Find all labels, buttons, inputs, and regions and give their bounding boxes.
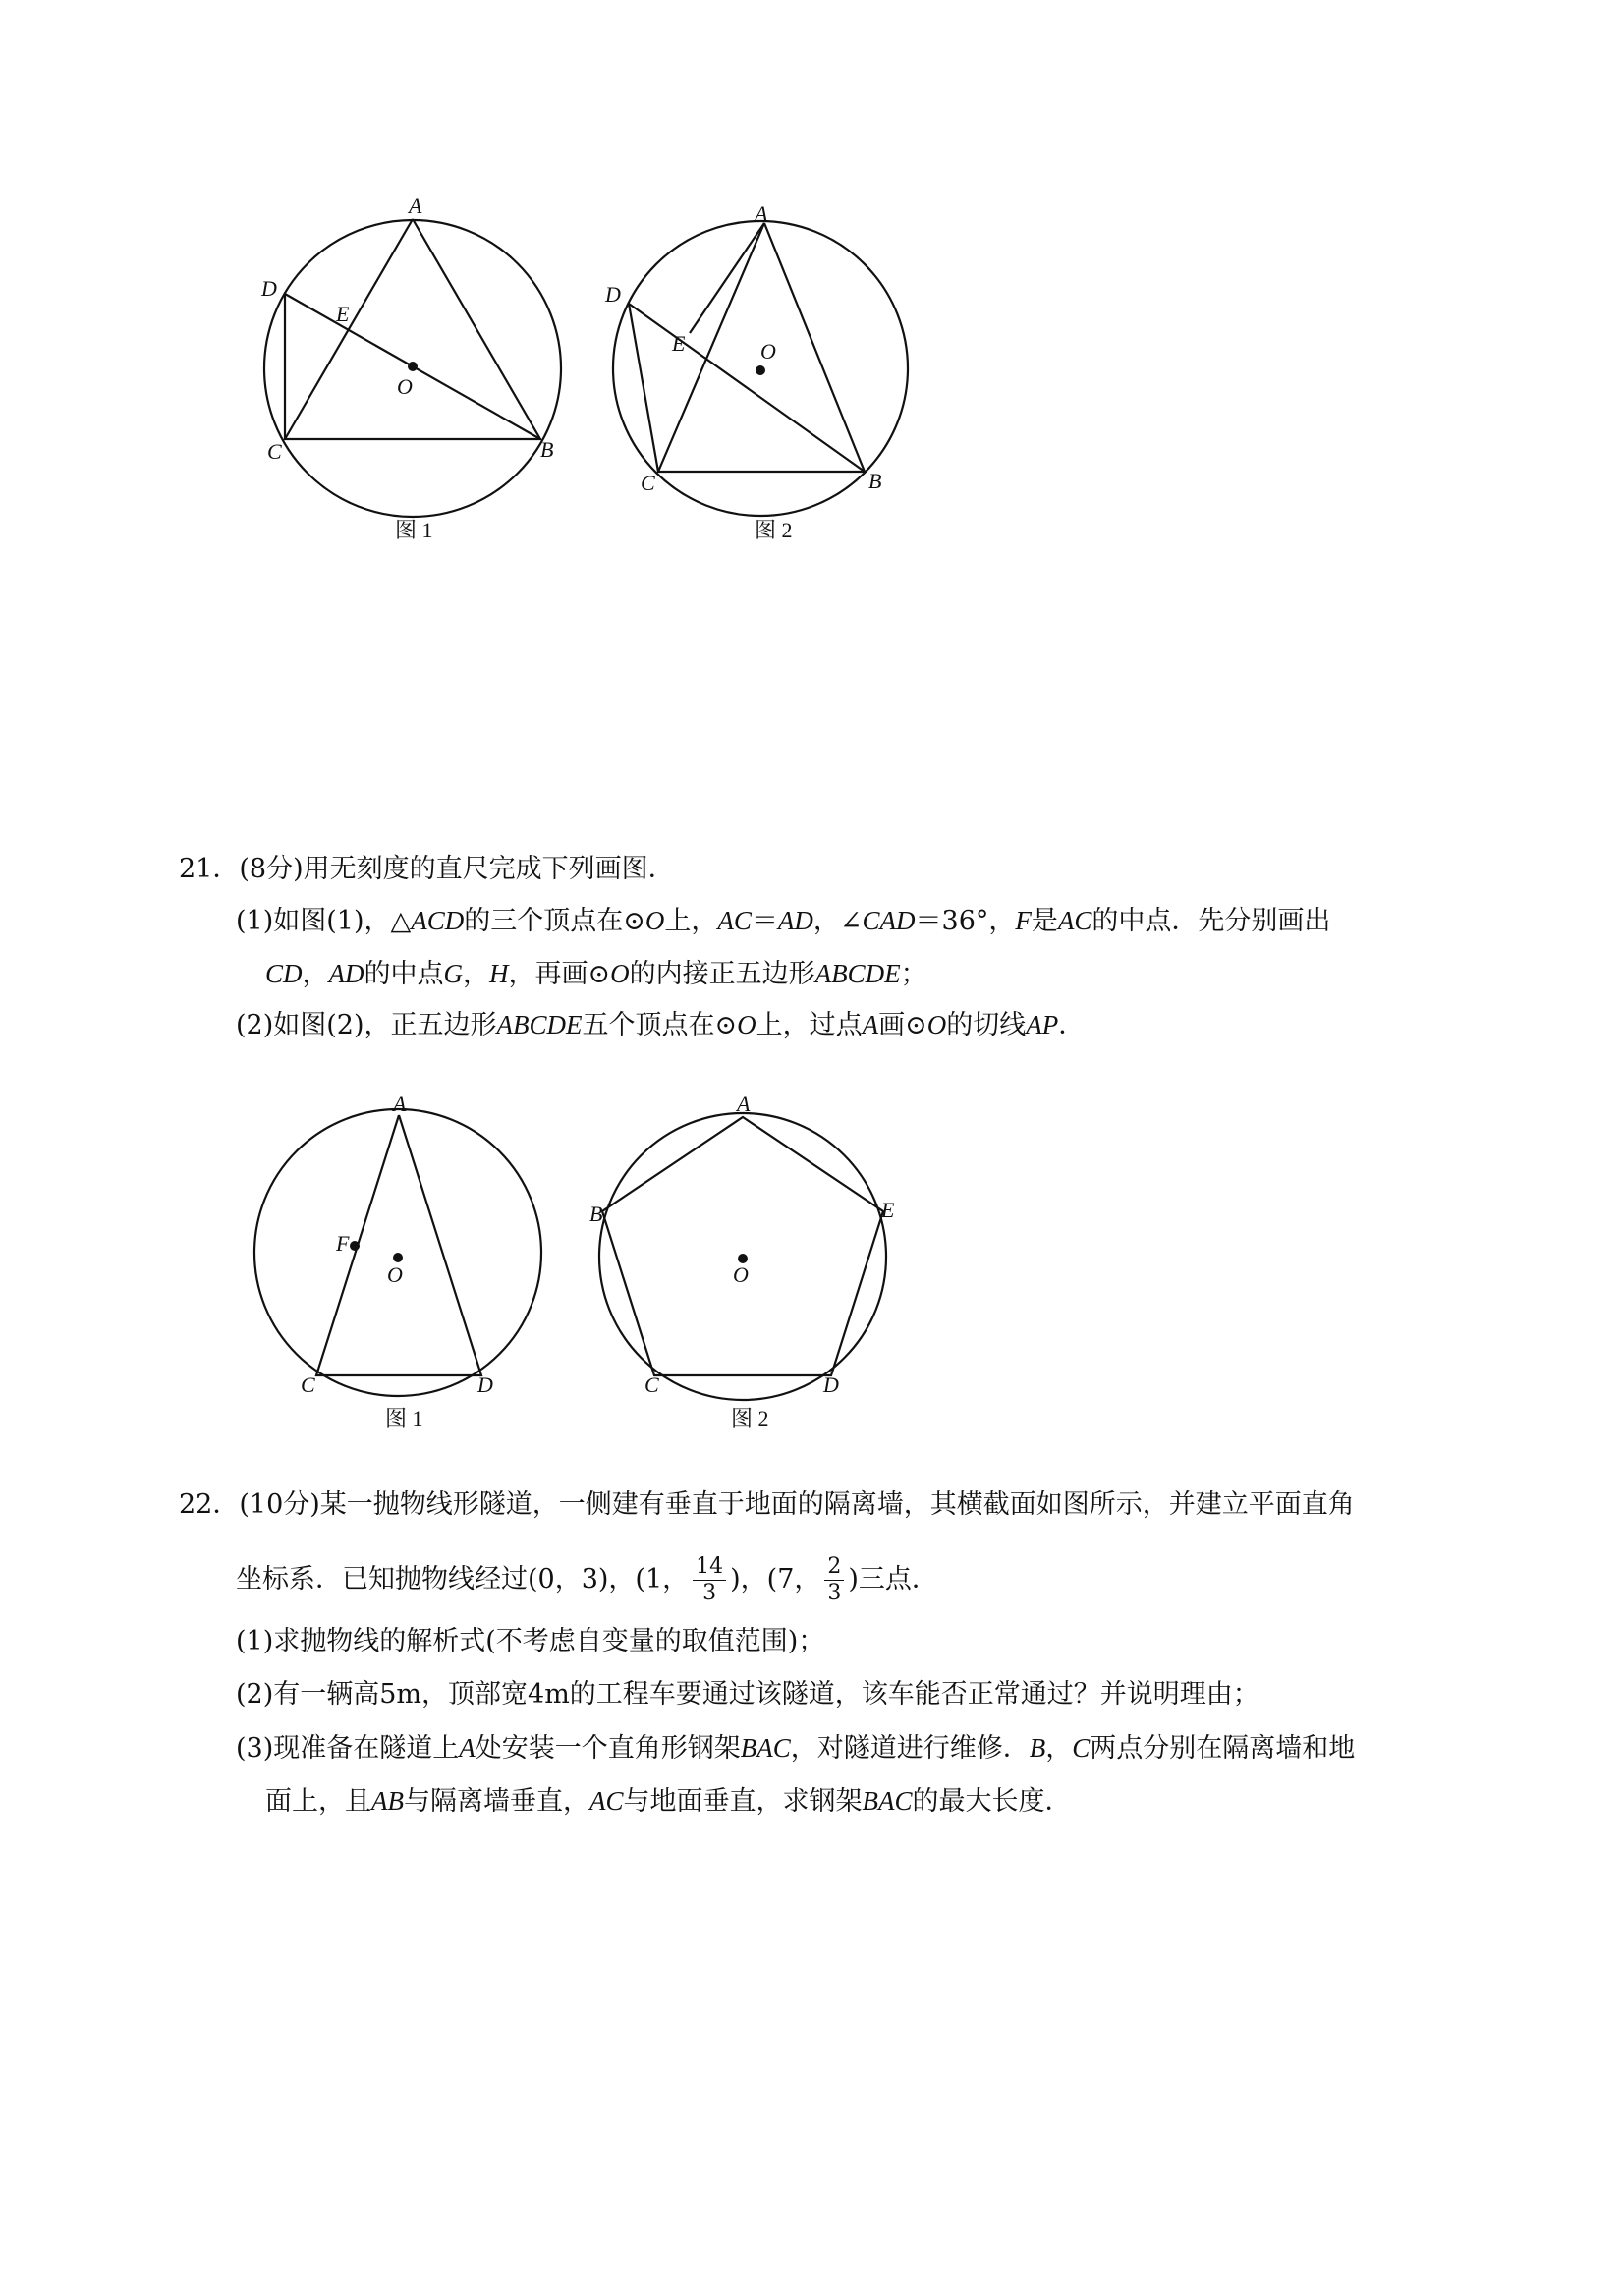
label-C: C [301,1372,315,1397]
label-C: C [641,471,655,495]
label-A: A [755,201,768,226]
label-O: O [397,374,413,399]
q21-stem: 21．(8分)用无刻度的直尺完成下列画图． [179,854,675,884]
label-O: O [733,1262,749,1287]
label-C: C [267,439,282,464]
label-B: B [540,437,554,462]
label-D: D [605,282,621,307]
figure-top-1 [246,192,580,555]
q21-part1-line1: (1)如图(1)，△ACD的三个顶点在⊙O上，AC＝AD，∠CAD＝36°，F是AC的中点．先分别画出 [236,906,1331,936]
label-E: E [672,331,686,356]
label-E: E [881,1198,895,1222]
q22-part1: (1)求抛物线的解析式(不考虑自变量的取值范围)； [236,1626,825,1656]
q22-part3-line2: 面上，且AB与隔离墙垂直，AC与地面垂直，求钢架BAC的最大长度． [265,1786,1072,1817]
figure-caption: 图 1 [395,518,433,542]
label-C: C [644,1372,659,1397]
q22-stem-line1: 22．(10分)某一抛物线形隧道，一侧建有垂直于地面的隔离墙，其横截面如图所示，并建立平面直角 [179,1489,1355,1520]
label-D: D [477,1372,493,1397]
q22-part3-line1: (3)现准备在隧道上A处安装一个直角形钢架BAC，对隧道进行维修．B，C两点分别在隔离墙和地 [236,1733,1356,1764]
label-O: O [760,339,776,364]
q21-part1-line2: CD，AD的中点G，H，再画⊙O的内接正五边形ABCDE； [265,959,927,989]
label-E: E [336,302,350,326]
q22-stem-line2: 坐标系．已知抛物线经过(0，3)，(1， $\frac{14}{3}$ )，(7， $\frac{2}{3}$ )三点． [236,1554,938,1605]
q22-part2: (2)有一辆高5m，顶部宽4m的工程车要通过该隧道，该车能否正常通过？并说明理由； [236,1679,1259,1709]
figure-mid-1 [246,1086,580,1439]
label-F: F [336,1231,350,1256]
label-A: A [737,1092,751,1116]
label-B: B [868,469,882,493]
label-B: B [589,1202,603,1226]
figure-top-2 [597,201,931,555]
label-O: O [387,1262,403,1287]
q21-part2: (2)如图(2)，正五边形ABCDE五个顶点在⊙O上，过点A画⊙O的切线AP． [236,1010,1086,1040]
label-D: D [823,1372,839,1397]
figure-caption: 图 2 [755,518,793,542]
figure-caption: 图 1 [385,1406,423,1430]
figure-mid-2 [589,1086,923,1439]
fraction-14-3: $\frac{14}{3}$ [693,1554,726,1606]
fraction-2-3: $\frac{2}{3}$ [824,1554,844,1606]
label-D: D [261,276,277,301]
figure-caption: 图 2 [731,1406,769,1430]
label-A: A [409,194,422,218]
label-A: A [393,1092,407,1116]
